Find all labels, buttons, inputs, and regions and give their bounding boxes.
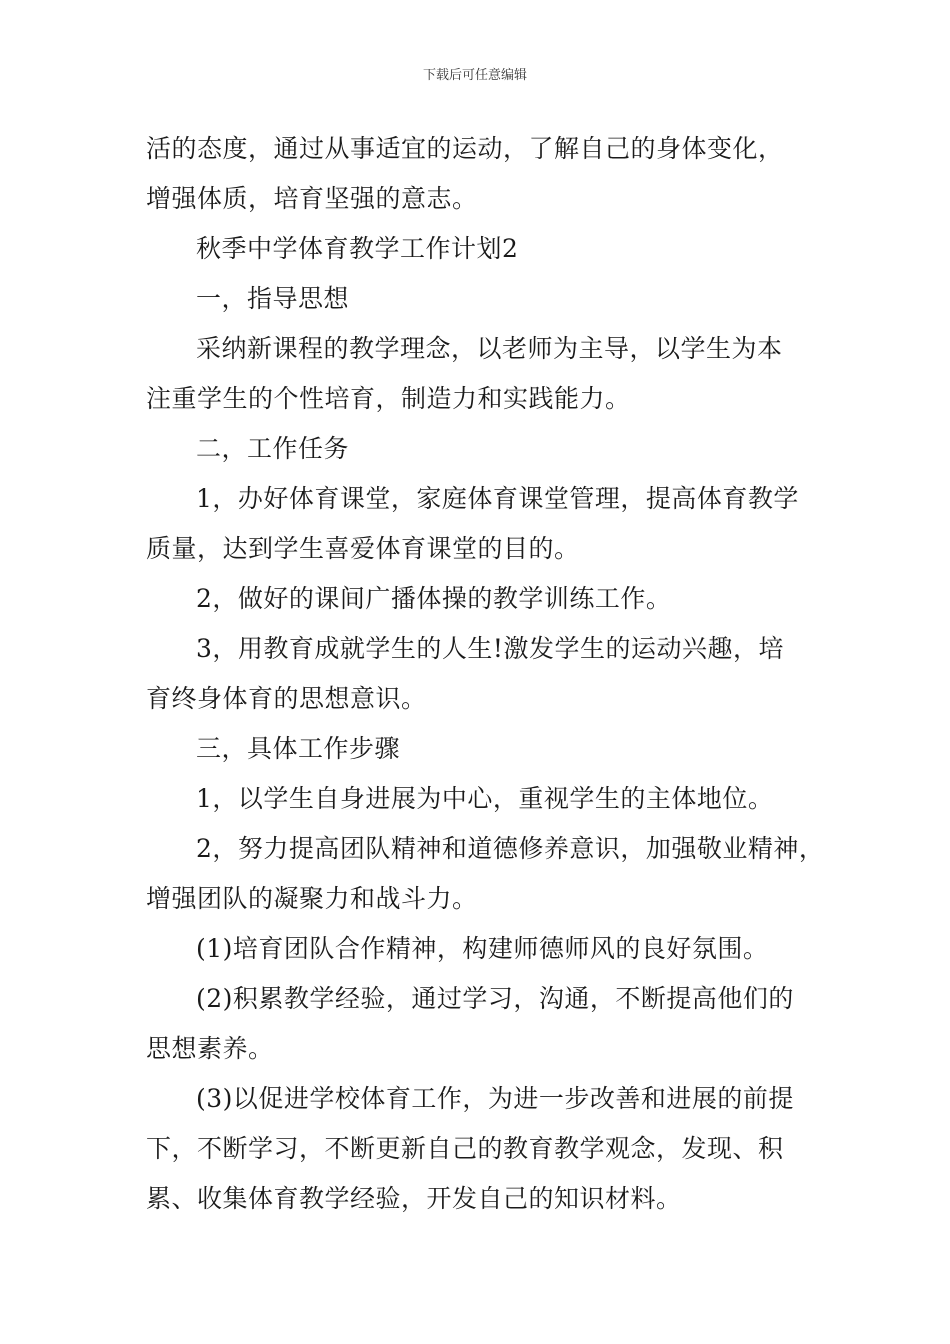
- text-line: (1)培育团队合作精神，构建师德师风的良好氛围。: [196, 934, 769, 963]
- text-line: 增强体质，培育坚强的意志。: [146, 184, 478, 213]
- text-line: (2)积累教学经验，通过学习，沟通，不断提高他们的: [196, 984, 794, 1013]
- text-line: 1，以学生自身进展为中心，重视学生的主体地位。: [196, 784, 774, 813]
- document-body: [146, 124, 825, 1224]
- text-line: 质量，达到学生喜爱体育课堂的目的。: [146, 534, 580, 563]
- text-line: 累、收集体育教学经验，开发自己的知识材料。: [146, 1184, 682, 1213]
- text-line: 1，办好体育课堂，家庭体育课堂管理，提高体育教学: [196, 484, 799, 513]
- text-line: 增强团队的凝聚力和战斗力。: [146, 884, 478, 913]
- text-line: 采纳新课程的教学理念，以老师为主导，以学生为本: [196, 334, 783, 363]
- section-heading: 二，工作任务: [196, 434, 350, 463]
- page-header: 下载后可任意编辑: [422, 68, 527, 83]
- text-line: 2，努力提高团队精神和道德修养意识，加强敬业精神，: [196, 834, 825, 863]
- text-line: 2，做好的课间广播体操的教学训练工作。: [196, 584, 672, 613]
- text-line: 下，不断学习，不断更新自己的教育教学观念，发现、积: [146, 1134, 784, 1163]
- section-title: 秋季中学体育教学工作计划2: [196, 234, 519, 263]
- section-heading: 一，指导思想: [196, 284, 350, 313]
- text-line: (3)以促进学校体育工作，为进一步改善和进展的前提: [196, 1084, 794, 1113]
- text-line: 活的态度，通过从事适宜的运动，了解自己的身体变化，: [146, 134, 784, 163]
- text-line: 思想素养。: [146, 1034, 274, 1063]
- text-line: 3，用教育成就学生的人生!激发学生的运动兴趣，培: [196, 634, 784, 663]
- text-line: 注重学生的个性培育，制造力和实践能力。: [146, 384, 631, 413]
- text-line: 育终身体育的思想意识。: [146, 684, 427, 713]
- section-heading: 三，具体工作步骤: [196, 734, 401, 763]
